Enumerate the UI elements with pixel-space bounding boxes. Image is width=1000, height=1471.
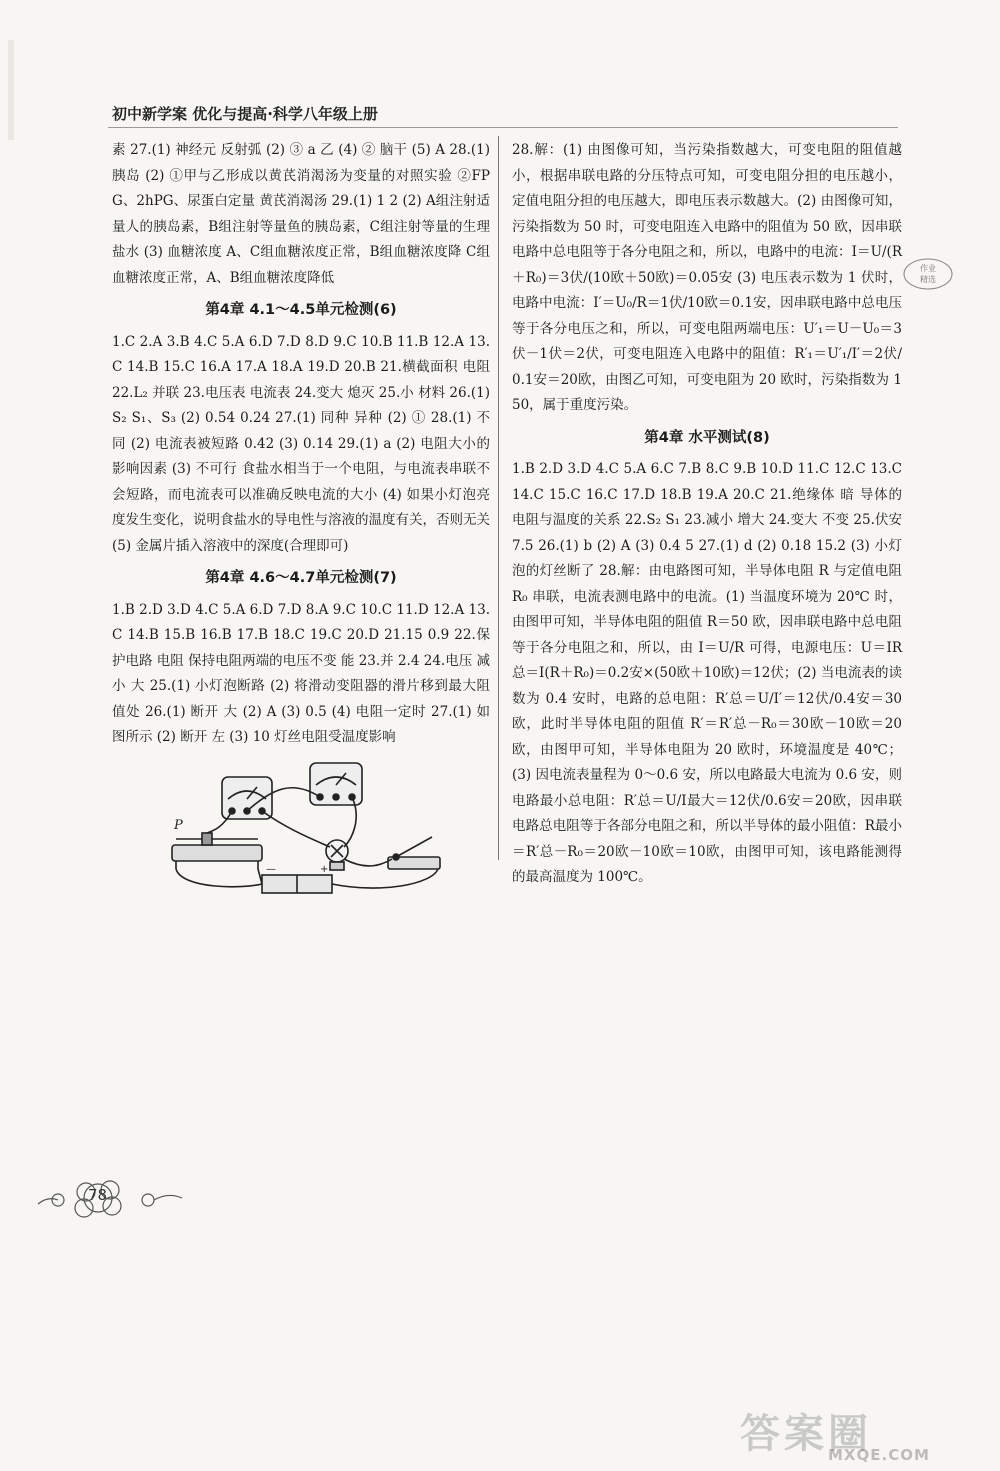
voltmeter-icon xyxy=(310,763,362,805)
bulb-icon xyxy=(326,840,348,870)
column-divider xyxy=(498,136,499,860)
page-number: 78 xyxy=(88,1186,108,1204)
rheostat-slider-label: P xyxy=(174,817,183,833)
svg-text:—: — xyxy=(266,863,276,875)
rheostat-icon xyxy=(172,833,262,869)
answers-chapter3-tail: 素 27.(1) 神经元 反射弧 (2) ③ a 乙 (4) ② 脑干 (5) A 28.(1) 胰岛 (2) ①甲与乙形成以黄芪消渴汤为变量的对照实验 ②FPG、2hPG、尿蛋白定量 黄芪消渴汤 29.(1) 1 2 (2) A组注射适量人的胰岛素，B组注射等量鱼的胰岛素，C组注射等量的生理盐水 (3) 血糖浓度 A、C组血糖浓度正常，B组血糖浓度降 C组血糖浓度正常，A、B组血糖浓度降低 xyxy=(112,142,490,286)
left-column xyxy=(112,138,490,908)
switch-icon xyxy=(388,837,440,869)
scan-edge-mark xyxy=(8,40,14,140)
answers-unit-test-7: 1.B 2.D 3.D 4.C 5.A 6.D 7.D 8.A 9.C 10.C 11.D 12.A 13.C 14.B 15.B 16.B 17.B 18.C 19.C 20.D 21.15 0.9 22.保护电路 电阻 保持电阻两端的电压不变 能 23.并 2.4 24.电压 减小 大 25.(1) 小灯泡断路 (2) 将滑动变阻器的滑片移到最大阻值处 26.(1) 断开 大 (2) A (3) 0.5 (4) 电阻一定时 27.(1) 如图所示 (2) 断开 左 (3) 10 灯丝电阻受温度影响 xyxy=(112,601,490,745)
battery-icon xyxy=(262,875,332,893)
answers-unit-test-6: 1.C 2.A 3.B 4.C 5.A 6.D 7.D 8.D 9.C 10.B 11.B 12.A 13.C 14.B 15.C 16.A 17.A 18.A 19.D 20.B 21.横截面积 电阻 22.L₂ 并联 23.电压表 电流表 24.变大 熄灭 25.小 材料 26.(1) S₂ S₁、S₃ (2) 0.54 0.24 27.(1) 同种 异种 (2) ① 28.(1) 不同 (2) 电流表被短路 0.42 (3) 0.14 29.(1) a (2) 电阻大小的影响因素 (3) 不可行 食盐水相当于一个电阻，与电流表串联不会短路，而电流表可以准确反映电流的大小 (4) 如果小灯泡亮度发生变化，说明食盐水的导电性与溶液的温度有关，否则无关 (5) 金属片插入溶液中的深度(合理即可) xyxy=(112,333,490,554)
margin-stamp-icon xyxy=(902,256,954,292)
circuit-diagram xyxy=(162,759,462,899)
section-heading-level-test-8: 第4章 水平测试(8) xyxy=(644,429,770,446)
watermark xyxy=(740,1400,990,1470)
watermark-url: MXQE.COM xyxy=(828,1446,930,1464)
answers-level-test-8: 1.B 2.D 3.D 4.C 5.A 6.C 7.B 8.C 9.B 10.D 11.C 12.C 13.C 14.C 15.C 16.C 17.D 18.B 19.A 20.C 21.绝缘体 暗 导体的电阻与温度的关系 22.S₂ S₁ 23.减小 增大 24.变大 不变 25.伏安 7.5 26.(1) b (2) A (3) 0.4 5 27.(1) d (2) 0.18 15.2 (3) 小灯泡的灯丝断了 28.解：由电路图可知，半导体电阻 R 与定值电阻 R₀ 串联，电流表测电路中的电流。(1) 当温度环境为 20℃ 时，由图甲可知，半导体电阻的阻值 R＝50 欧，因串联电路中总电阻等于各分电阻之和，所以，由 I＝U/R 可得，电源电压：U＝IR总＝I(R＋R₀)＝0.2安×(50欧＋10欧)＝12伏；(2) 当电流表的读数为 0.4 安时，电路的总电阻：R′总＝U/I′＝12伏/0.4安＝30欧，此时半导体电阻的阻值 R′＝R′总－R₀＝30欧－10欧＝20欧，由图甲可知，半导体电阻为 20 欧时，环境温度是 40℃；(3) 因电流表量程为 0～0.6 安，所以电路最大电流为 0.6 安，则电路最小总电阻：R′总＝U/I最大＝12伏/0.6安＝20欧，因串联电路总电阻等于各部分电阻之和，所以半导体的最小阻值：R最小＝R′总－R₀＝20欧－10欧＝10欧，由图甲可知，该电路能测得的最高温度为 100℃。 xyxy=(512,461,902,885)
section-heading-4-6-4-7: 第4章 4.6～4.7单元检测(7) xyxy=(205,570,397,586)
answer-28-solution: 28.解：(1) 由图像可知，当污染指数越大，可变电阻的阻值越小，根据串联电路的分压特点可知，可变电阻分担的电压越小，定值电阻分担的电压越大，即电压表示数越大。(2) 由图像可知，污染指数为 50 时，可变电阻连入电路中的阻值为 50 欧，因串联电路中总电阻等于各分电阻之和，所以，电路中的电流：I＝U/(R＋R₀)＝3伏/(10欧＋50欧)＝0.05安 (3) 电压表示数为 1 伏时，电路中电流：I′＝U₀/R＝1伏/10欧＝0.1安，因串联电路中总电压等于各分电压之和，所以，可变电阻两端电压：U′₁＝U－U₀＝3伏－1伏＝2伏，可变电阻连入电路中的阻值：R′₁＝U′₁/I′＝2伏/0.1安＝20欧，由图乙可知，可变电阻为 20 欧时，污染指数为 150，属于重度污染。 xyxy=(512,142,902,413)
section-heading-4-1-4-5: 第4章 4.1～4.5单元检测(6) xyxy=(205,302,397,318)
running-header: 初中新学案 优化与提高·科学八年级上册 xyxy=(112,105,378,123)
right-column xyxy=(512,138,902,891)
flower-ornament-icon xyxy=(36,1170,186,1230)
stamp-line1: 作业 xyxy=(920,264,936,273)
header-rule xyxy=(108,127,898,128)
stamp-line2: 精选 xyxy=(920,275,936,284)
page-number-ornament xyxy=(36,1170,186,1230)
svg-text:+: + xyxy=(320,863,329,875)
watermark-logo-text: 答案圈 xyxy=(740,1411,872,1457)
